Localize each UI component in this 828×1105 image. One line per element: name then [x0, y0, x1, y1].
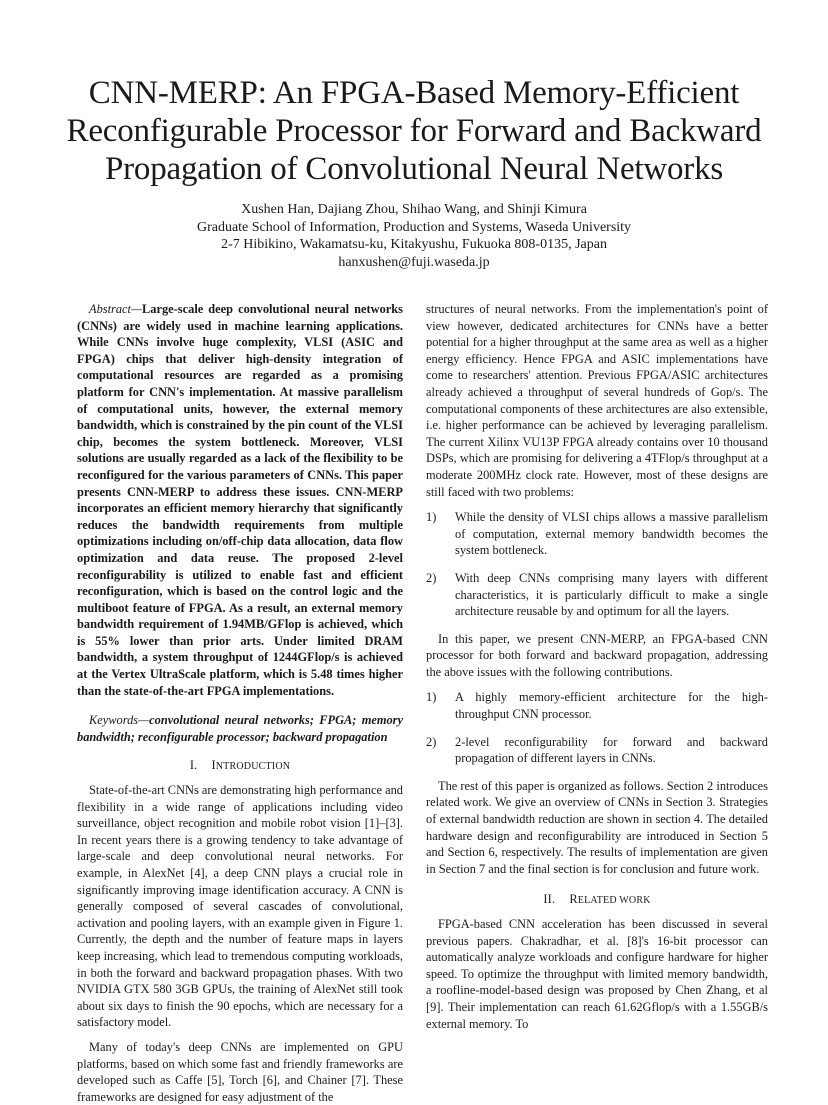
title-line-1: CNN-MERP: An FPGA-Based Memory-Efficient	[88, 75, 740, 111]
author-email: hanxushen@fuji.waseda.jp	[338, 254, 490, 270]
section-title-initial: R	[569, 892, 578, 907]
author-affiliation: Graduate School of Information, Production and Systems, Waseda University	[196, 219, 632, 235]
list-item-text: 2-level reconfigurability for forward and backward propagation of different layers in CNNs.	[455, 734, 768, 766]
list-item-number: 2)	[426, 570, 437, 585]
section-title-rest: ELATED WORK	[577, 895, 651, 907]
list-item-number: 1)	[426, 690, 437, 705]
list-item-text: While the density of VLSI chips allows a massive parallelism of computation, external memory bandwidth becomes the system bottleneck.	[455, 510, 768, 558]
keywords-text: convolutional neural networks; FPGA; memory bandwidth; reconfigurable processor; backward propagation	[77, 713, 403, 744]
related-paragraph-1: FPGA-based CNN acceleration has been discussed in several previous papers. Chakradhar, et al. [8]'s 16-bit processor can automatically analyze workloads and configure hardware for higher speed. To optimize the throughput with limited memory bandwidth, a roofline-model-based design was proposed by Chen Zhang, et al [9]. Their implementation can reach 61.62Gflop/s with a 1.55GB/s external memory. To	[426, 917, 768, 1031]
abstract	[77, 301, 403, 699]
intro-paragraph-1: State-of-the-art CNNs are demonstrating high performance and flexibility in a wide range of applications including video surveillance, object recognition and mobile robot vision [1]–[3]. In recent years there is a growing tendency to take advantage of large-scale and deep convolutional neural networks. For example, in AlexNet [4], a deep CNN plays a crucial role in significantly improving image identification accuracy. A CNN is generally composed of several cascades of convolutional, activation and pooling layers, with an example given in Figure 1. Currently, the depth and the number of feature maps in layers keep increasing, which lead to tremendous computing workloads, in both the forward and backward propagation phases. With two NVIDIA GTX 580 3GB GPUs, the training of AlexNet still took about six days to finish the 90 epochs, which are necessary for a satisfactory model.	[77, 783, 403, 1030]
section-heading-related-work	[426, 891, 768, 910]
author-address: 2-7 Hibikino, Wakamatsu-ku, Kitakyushu, Fukuoka 808-0135, Japan	[221, 237, 607, 252]
title-line-3: Propagation of Convolutional Neural Networks	[104, 151, 724, 187]
section-number: II.	[543, 892, 556, 907]
keywords	[77, 712, 403, 745]
list-item	[426, 570, 768, 620]
list-item-text: A highly memory-efficient architecture for the high-throughput CNN processor.	[455, 690, 768, 722]
author-block	[60, 201, 768, 271]
left-column	[77, 301, 403, 1105]
intro-paragraph-4: In this paper, we present CNN-MERP, an FPGA-based CNN processor for both forward and backward propagation, addressing the above issues with the following contributions.	[426, 631, 768, 679]
intro-paragraph-2: Many of today's deep CNNs are implemented on GPU platforms, based on which some fast and friendly frameworks are developed such as Caffe [5], Torch [6], and Chainer [7]. These frameworks are designed for easy adjustment of the	[77, 1039, 403, 1104]
section-title-initial: I	[211, 758, 216, 773]
author-names: Xushen Han, Dajiang Zhou, Shihao Wang, and Shinji Kimura	[241, 202, 587, 217]
list-item-number: 1)	[426, 510, 437, 525]
contribution-list	[426, 689, 768, 766]
list-item	[426, 734, 768, 767]
keywords-label: Keywords—	[89, 713, 150, 728]
paper-title	[40, 74, 788, 188]
section-title-rest: NTRODUCTION	[215, 761, 291, 773]
list-item	[426, 509, 768, 559]
intro-paragraph-3: structures of neural networks. From the implementation's point of view however, dedicated architectures for CNNs have a better potential for a higher throughput at the same area as well as a higher energy efficiency. Hence FPGA and ASIC implementations have come to researchers' attention. Previous FPGA/ASIC architectures already achieved a throughput of several hundreds of Gop/s. The computational components of these architectures are also extensible, i.e. higher performance can be achieved by leveraging parallelism. The current Xilinx VU13P FPGA already contains over 10 thousand DSPs, which are promising for delivering a 4TFlop/s throughput at a moderate 200MHz clock rate. However, most of these designs are still faced with two problems:	[426, 302, 768, 499]
right-column	[426, 301, 768, 1032]
list-item-text: With deep CNNs comprising many layers with different characteristics, it is particularly difficult to make a single architecture reusable by and optimum for all the layers.	[455, 570, 768, 619]
problem-list	[426, 509, 768, 620]
abstract-label: Abstract—	[89, 302, 143, 316]
list-item	[426, 689, 768, 722]
list-item-number: 2)	[426, 734, 437, 749]
title-line-2: Reconfigurable Processor for Forward and Backward	[66, 113, 762, 149]
intro-paragraph-5: The rest of this paper is organized as follows. Section 2 introduces related work. We give an overview of CNNs in Section 3. Strategies of external bandwidth reduction are shown in section 4. The detailed hardware design and reconfigurability are introduced in Section 5 and Section 6, respectively. The results of implementation are given in Section 7 and the final section is for conclusion and future work.	[426, 778, 768, 876]
section-number: I.	[189, 758, 198, 773]
abstract-text: Large-scale deep convolutional neural networks (CNNs) are widely used in machine learning applications. While CNNs involve huge complexity, VLSI (ASIC and FPGA) chips that deliver high-density integration of computational resources are regarded as a promising platform for CNN's implementation. At massive parallelism of computational units, however, the external memory bandwidth, which is constrained by the pin count of the VLSI chip, becomes the system bottleneck. Moreover, VLSI solutions are usually regarded as a lack of the flexibility to be reconfigured for the various parameters of CNNs. This paper presents CNN-MERP to address these issues. CNN-MERP incorporates an efficient memory hierarchy that significantly reduces the bandwidth requirements from multiple optimizations including on/off-chip data allocation, data flow optimization and data reuse. The proposed 2-level reconfigurability is utilized to enable fast and efficient reconfiguration, which is based on the control logic and the multiboot feature of FPGA. As a result, an external memory bandwidth requirement of 1.94MB/GFlop is achieved, which is 55% lower than prior arts. Under limited DRAM bandwidth, a system throughput of 1244GFlop/s is achieved at the Vertex UltraScale platform, which is 5.48 times higher than the state-of-the-art FPGA implementations.	[77, 302, 403, 698]
section-heading-introduction	[77, 757, 403, 776]
